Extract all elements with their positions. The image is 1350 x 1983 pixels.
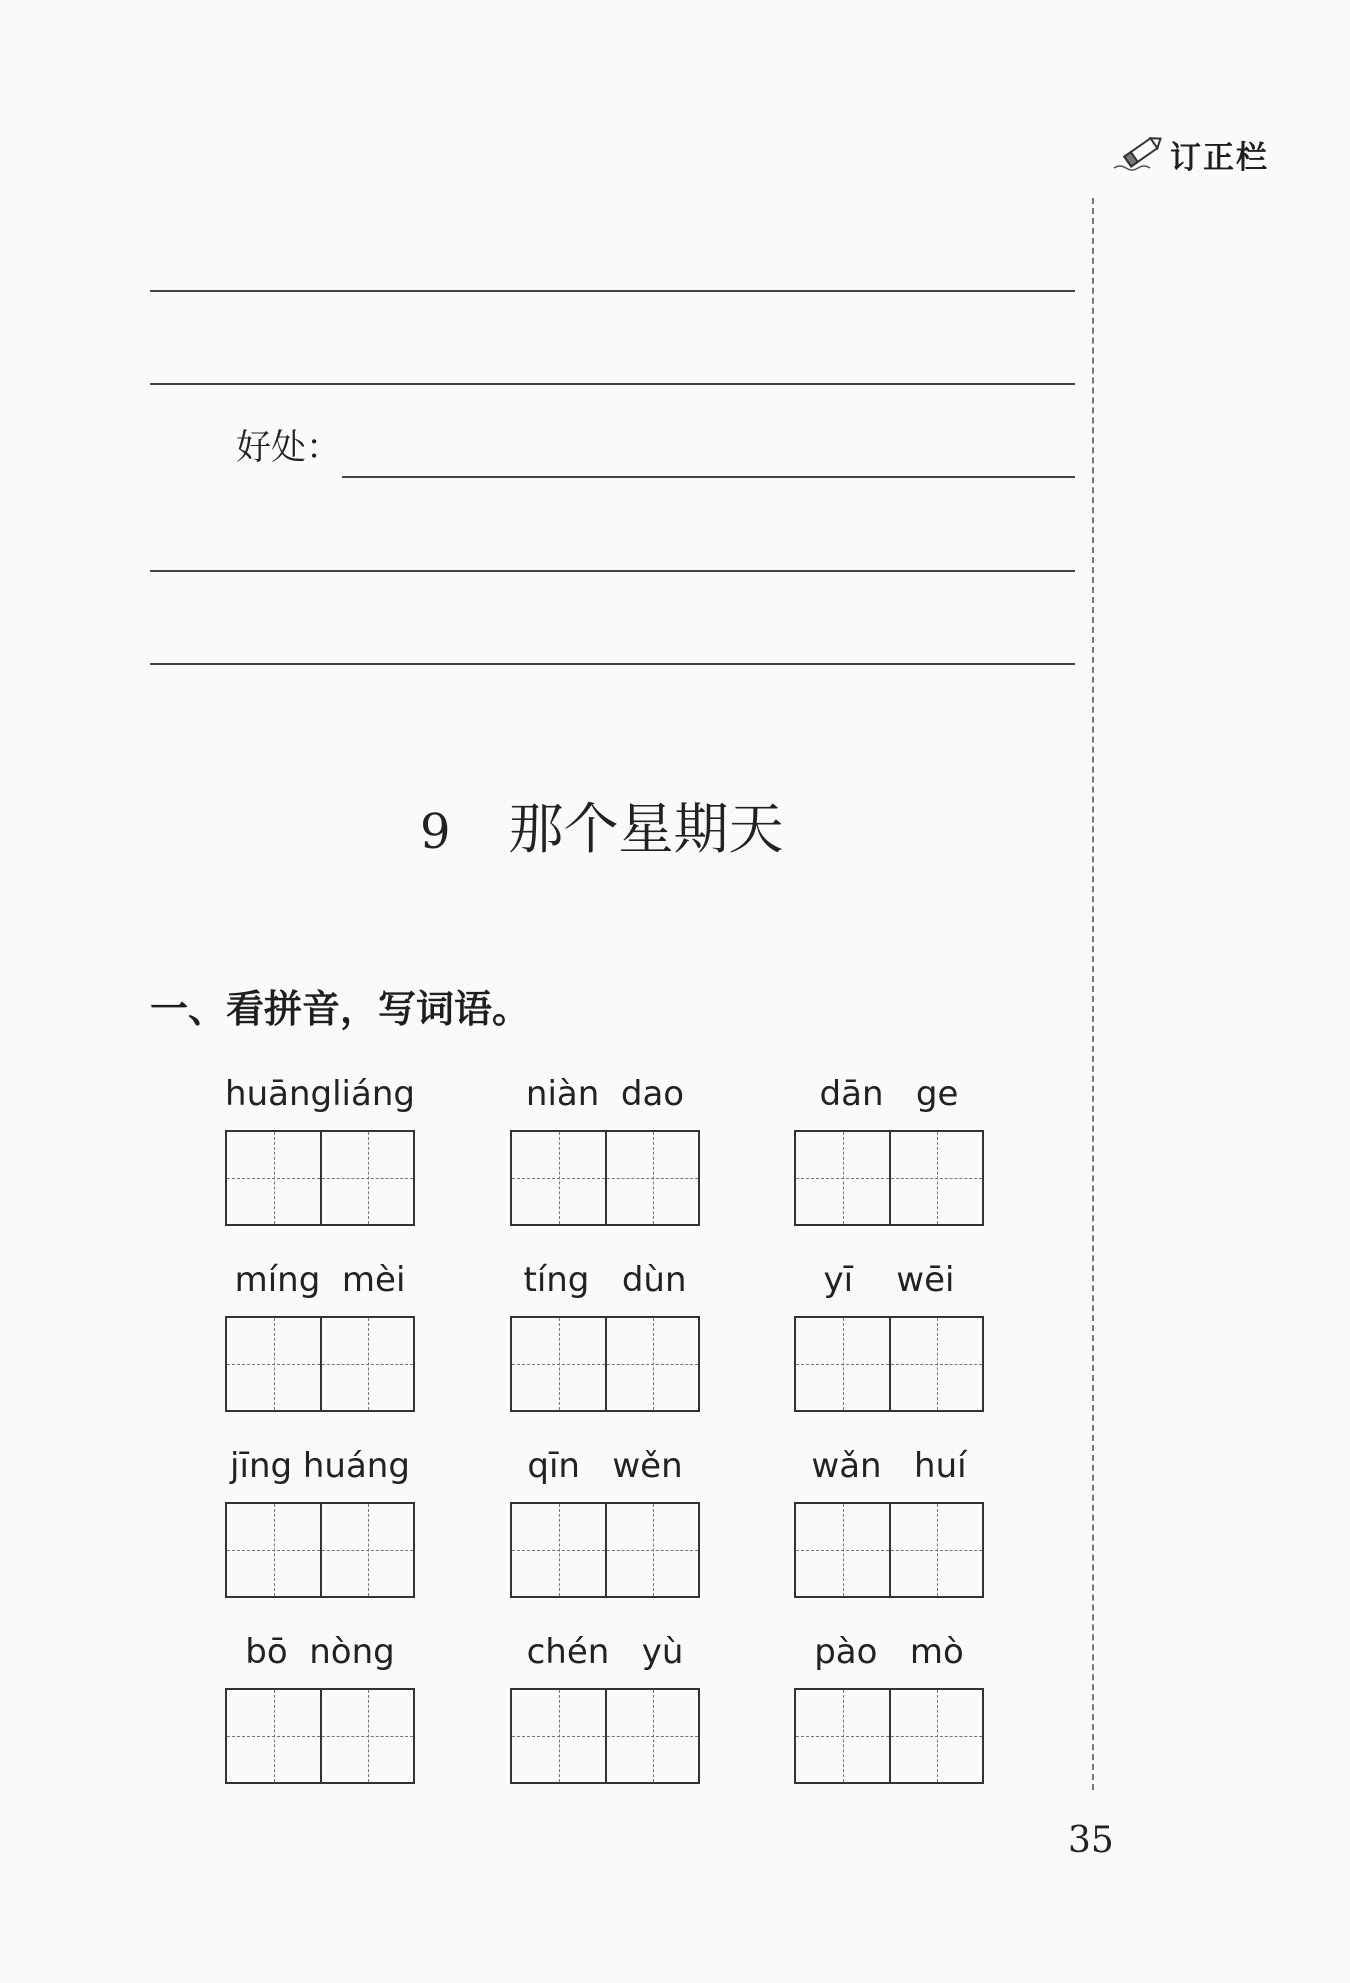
- character-writing-box[interactable]: [510, 1316, 700, 1412]
- word-item: [794, 1630, 984, 1784]
- word-item: [225, 1258, 415, 1412]
- pencil-icon: [1112, 128, 1168, 180]
- pinyin-label: huāngliáng: [225, 1074, 415, 1114]
- lesson-name: 那个星期天: [508, 797, 784, 861]
- writing-line[interactable]: [150, 570, 1075, 572]
- character-writing-box[interactable]: [225, 1688, 415, 1784]
- pinyin-label: bō nòng: [245, 1632, 395, 1672]
- character-writing-box[interactable]: [225, 1502, 415, 1598]
- pinyin-label: wǎn huí: [811, 1446, 967, 1486]
- pinyin-label: pào mò: [814, 1632, 964, 1672]
- word-item: [510, 1072, 700, 1226]
- word-item: [225, 1072, 415, 1226]
- character-writing-box[interactable]: [794, 1130, 984, 1226]
- pinyin-label: qīn wěn: [527, 1446, 683, 1486]
- benefit-answer-line[interactable]: [342, 476, 1075, 478]
- benefit-label: 好处：: [236, 428, 342, 468]
- writing-line[interactable]: [150, 383, 1075, 385]
- word-item: [510, 1258, 700, 1412]
- character-writing-box[interactable]: [510, 1502, 700, 1598]
- word-item: [794, 1072, 984, 1226]
- pinyin-label: jīng huáng: [230, 1446, 410, 1486]
- pinyin-label: yī wēi: [823, 1260, 955, 1300]
- word-item: [510, 1630, 700, 1784]
- pinyin-label: chén yù: [526, 1632, 684, 1672]
- lesson-number: 9: [420, 804, 451, 860]
- word-item: [794, 1258, 984, 1412]
- character-writing-box[interactable]: [225, 1130, 415, 1226]
- character-writing-box[interactable]: [225, 1316, 415, 1412]
- exercise-heading: 一、看拼音，写词语。: [150, 987, 531, 1031]
- word-item: [794, 1444, 984, 1598]
- pinyin-label: niàn dao: [525, 1074, 685, 1114]
- character-writing-box[interactable]: [510, 1130, 700, 1226]
- pinyin-label: tíng dùn: [523, 1260, 687, 1300]
- character-writing-box[interactable]: [794, 1502, 984, 1598]
- word-item: [225, 1630, 415, 1784]
- pinyin-label: dān ge: [819, 1074, 959, 1114]
- correction-column-divider: [1092, 198, 1094, 1790]
- character-writing-box[interactable]: [794, 1688, 984, 1784]
- page-number: 35: [1068, 1820, 1114, 1861]
- word-item: [225, 1444, 415, 1598]
- lesson-title: [420, 785, 784, 864]
- writing-line[interactable]: [150, 290, 1075, 292]
- correction-column-title: 订正栏: [1170, 139, 1269, 176]
- correction-column-header: [1112, 128, 1269, 180]
- pinyin-label: míng mèi: [234, 1260, 406, 1300]
- word-item: [510, 1444, 700, 1598]
- character-writing-box[interactable]: [794, 1316, 984, 1412]
- writing-line[interactable]: [150, 663, 1075, 665]
- character-writing-box[interactable]: [510, 1688, 700, 1784]
